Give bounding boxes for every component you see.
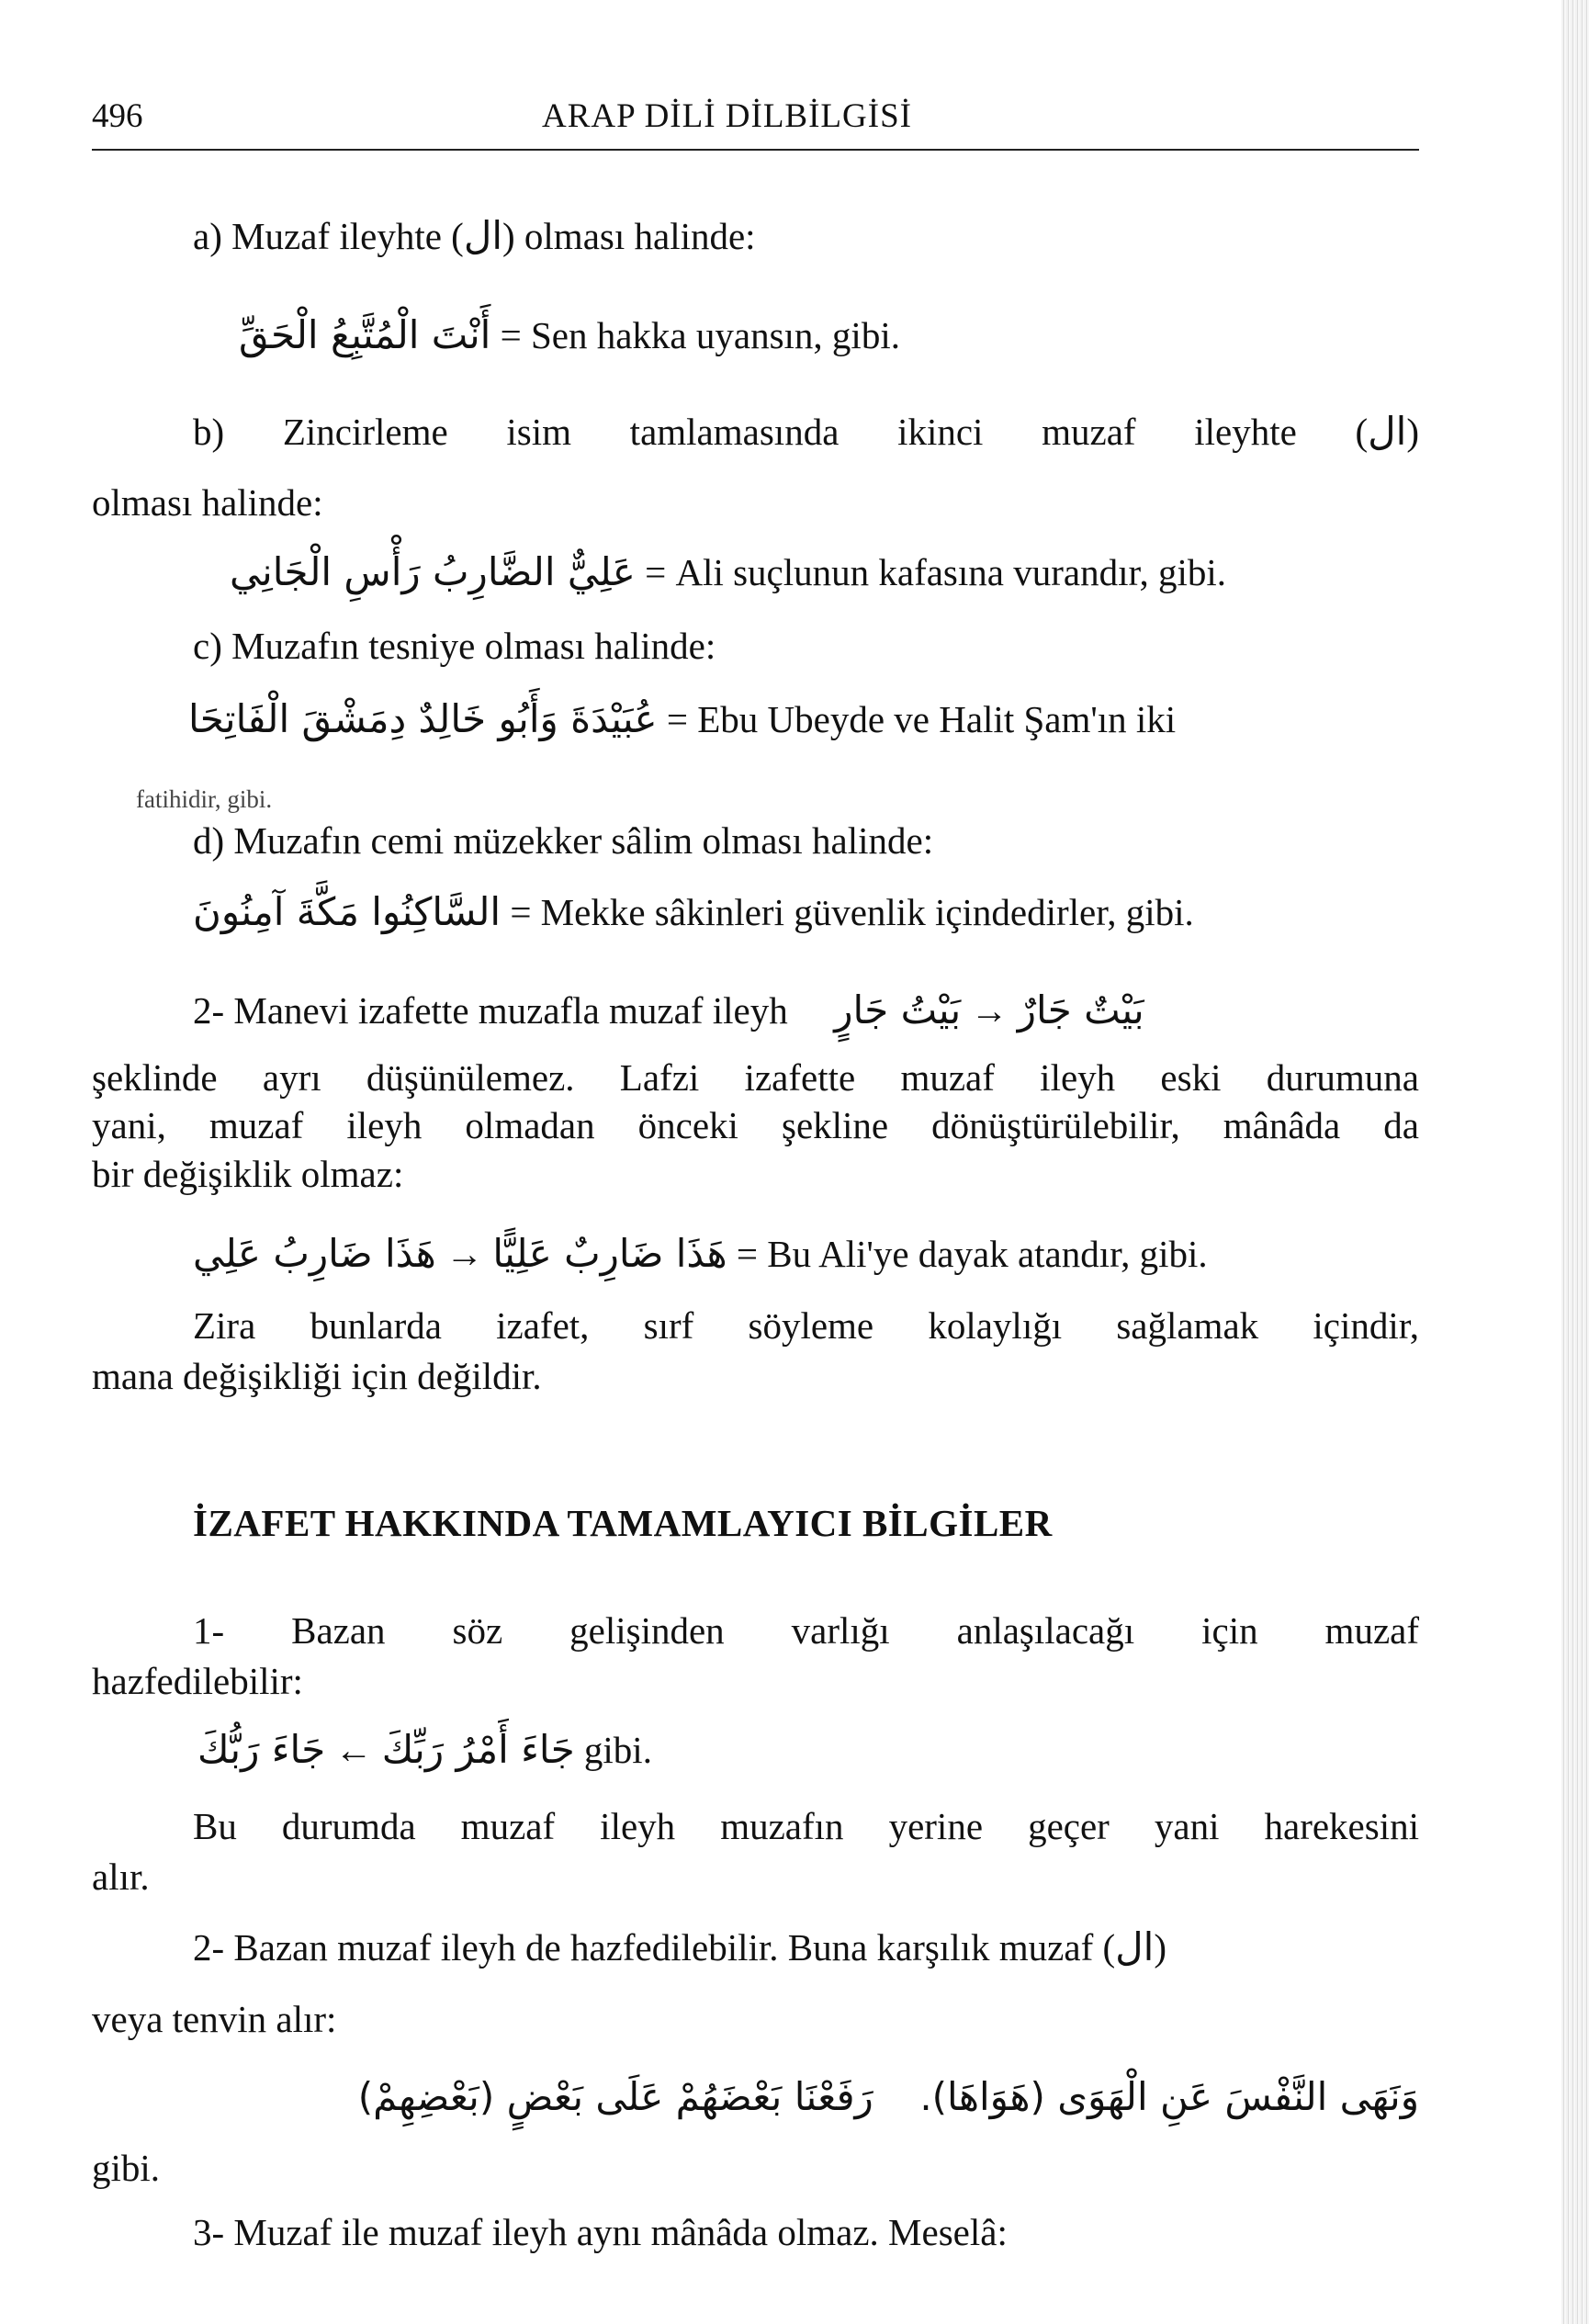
translation: = Mekke sâkinleri güvenlik içindedirler, gibi.: [510, 891, 1194, 933]
arabic-example: عَلِيٌّ الضَّارِبُ رَأْسِ الْجَانِي: [230, 549, 636, 594]
page-header: [92, 96, 1419, 152]
item-a: a) Muzaf ileyhte (ال) olması halinde:: [193, 213, 756, 258]
example-2: [230, 549, 1226, 595]
bu-durumda-line-2: alır.: [92, 1856, 150, 1898]
example-3-continued: fatihidir, gibi.: [136, 785, 273, 813]
paragraph-2-line-4: bir değişiklik olmaz:: [92, 1153, 404, 1195]
translation: = Sen hakka uyansın, gibi.: [500, 314, 900, 356]
example-6: جَاءَ رَبُّكَ ← جَاءَ أَمْرُ رَبِّكَ gibi.: [197, 1727, 652, 1772]
section-2-line-2: veya tenvin alır:: [92, 1998, 337, 2040]
section-3-line-1: 3- Muzaf ile muzaf ileyh aynı mânâda olmaz. Meselâ:: [193, 2211, 1008, 2253]
arabic-example: بَيْتٌ جَارٌ: [1017, 987, 1144, 1032]
page-number: 496: [92, 97, 143, 135]
item-d: d) Muzafın cemi müzekker sâlim olması halinde:: [193, 819, 934, 862]
arabic-example: جَاءَ أَمْرُ رَبِّكَ: [381, 1727, 575, 1772]
translation: = Bu Ali'ye dayak atandır, gibi.: [736, 1233, 1208, 1275]
arrow-icon: →: [445, 1233, 484, 1275]
arabic-example: جَاءَ رَبُّكَ: [197, 1727, 326, 1772]
section-1-line-1: 1- Bazan söz gelişinden varlığı anlaşılacağı için muzaf: [193, 1609, 1419, 1652]
al-particle: ال: [1115, 1924, 1155, 1969]
example-7: [197, 2074, 1419, 2120]
section-heading: İZAFET HAKKINDA TAMAMLAYICI BİLGİLER: [193, 1502, 1053, 1544]
item-c: c) Muzafın tesniye olması halinde:: [193, 625, 716, 667]
arabic-example: رَفَعْنَا بَعْضَهُمْ عَلَى بَعْضٍ (بَعْضِهِمْ): [357, 2074, 873, 2119]
running-title: ARAP DİLİ DİLBİLGİSİ: [542, 97, 912, 135]
al-particle: ال: [1368, 409, 1407, 454]
paragraph-2-line-2: şeklinde ayrı düşünülemez. Lafzi izafette muzaf ileyh eski durumuna: [92, 1056, 1419, 1099]
zira-line-1: Zira bunlarda izafet, sırf söyleme kolaylığı sağlamak içindir,: [193, 1304, 1419, 1347]
example-4: [193, 889, 1194, 935]
arabic-example: عُبَيْدَةَ وَأَبُو خَالِدٌ دِمَشْقَ الْفَاتِحَا: [188, 696, 658, 741]
arrow-icon: ←: [334, 1729, 373, 1771]
arabic-example: هَذَا ضَارِبٌ عَلِيًّا: [492, 1231, 727, 1276]
arabic-example: هَذَا ضَارِبُ عَلِي: [193, 1231, 436, 1276]
al-particle: ال: [463, 213, 503, 258]
translation: = Ali suçlunun kafasına vurandır, gibi.: [645, 551, 1227, 593]
arabic-example: وَنَهَى النَّفْسَ عَنِ الْهَوَى (هَوَاهَا).: [919, 2074, 1419, 2119]
arabic-example: بَيْتُ جَارٍ: [834, 987, 962, 1032]
example-1: [239, 312, 900, 358]
example-5: [193, 1231, 1208, 1277]
arabic-example: السَّاكِنُوا مَكَّةَ آمِنُونَ: [193, 889, 501, 934]
example-3: [188, 696, 1176, 742]
paragraph-2-line-3: yani, muzaf ileyh olmadan önceki şekline dönüştürülebilir, mânâda da: [92, 1104, 1419, 1146]
page-edge: [1561, 0, 1589, 2324]
section-1-line-2: hazfedilebilir:: [92, 1660, 303, 1702]
paragraph-2-line-1: 2- Manevi izafette muzafla muzaf ileyh بَيْتُ جَارٍ → بَيْتٌ جَارٌ: [193, 987, 1144, 1032]
zira-line-2: mana değişikliği için değildir.: [92, 1355, 542, 1397]
item-b: b) Zincirleme isim tamlamasında ikinci muzaf ileyhte (ال): [193, 409, 1419, 454]
bu-durumda-line-1: Bu durumda muzaf ileyh muzafın yerine geçer yani harekesini: [193, 1805, 1419, 1847]
header-rule: [92, 149, 1419, 151]
arabic-example: أَنْتَ الْمُتَّبِعُ الْحَقِّ: [239, 312, 491, 357]
arrow-icon: →: [970, 989, 1009, 1032]
item-b-continued: olması halinde:: [92, 481, 323, 524]
section-2-line-1: 2- Bazan muzaf ileyh de hazfedilebilir. Buna karşılık muzaf (ال): [193, 1924, 1166, 1969]
example-7-continued: gibi.: [92, 2147, 161, 2189]
translation: = Ebu Ubeyde ve Halit Şam'ın iki: [666, 698, 1177, 740]
